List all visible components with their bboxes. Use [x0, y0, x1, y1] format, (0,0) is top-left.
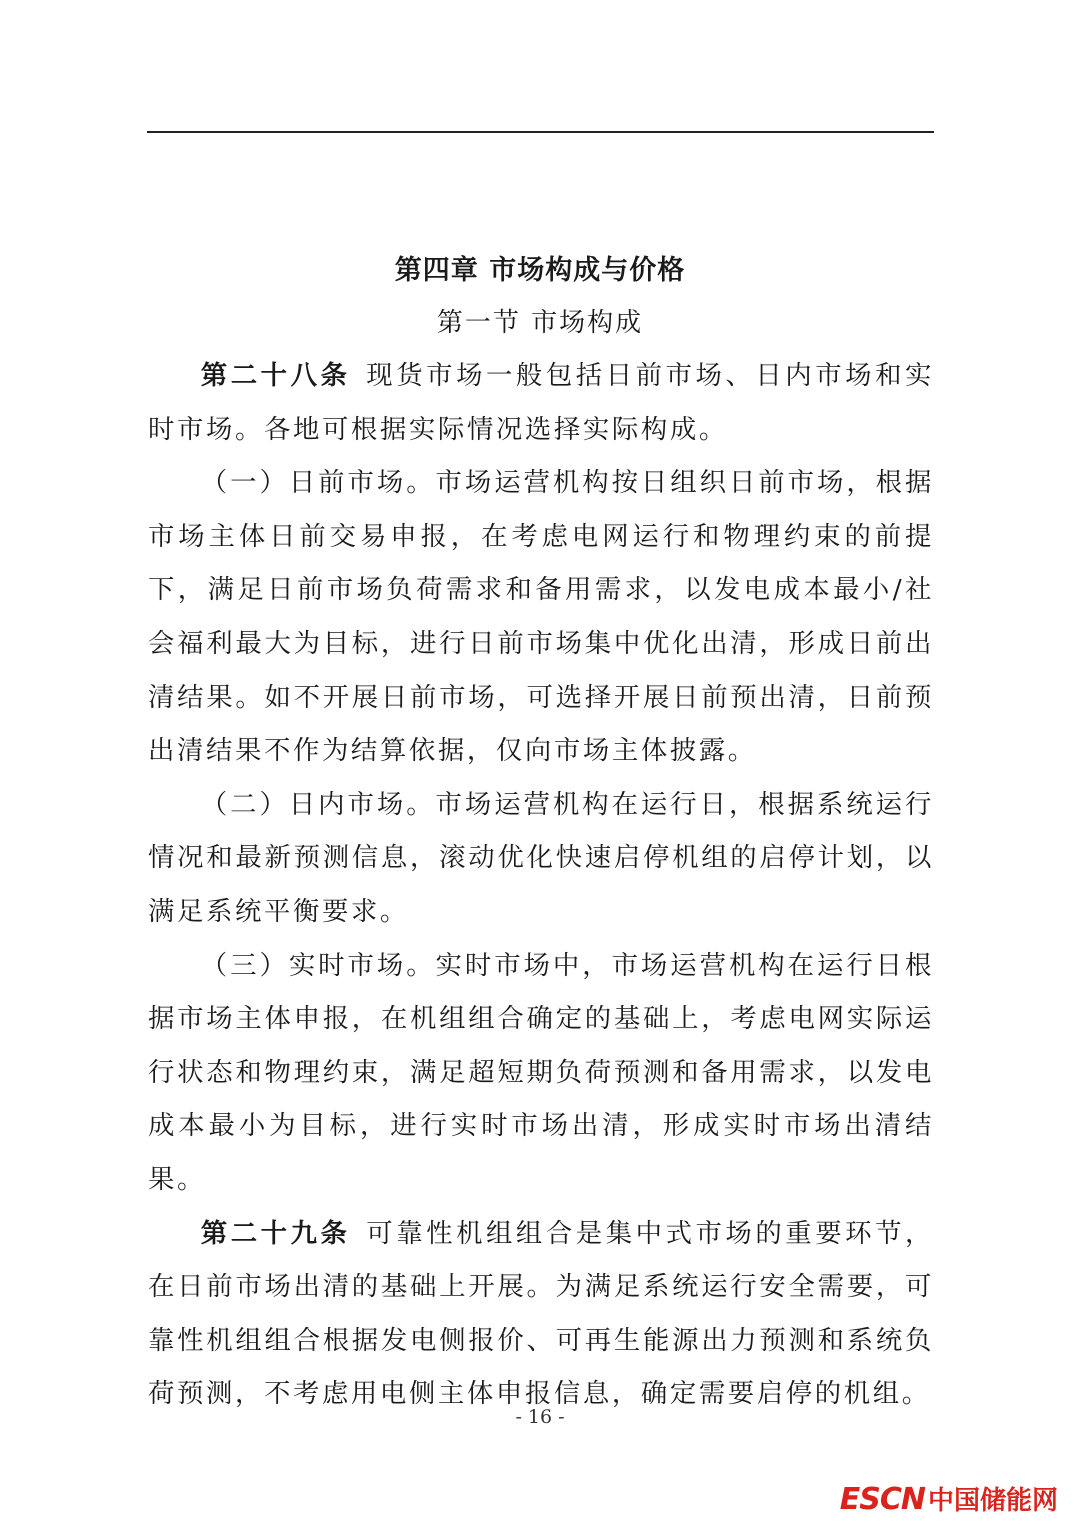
- watermark-logo: [840, 1480, 1058, 1517]
- section-title: 第一节 市场构成: [436, 308, 644, 338]
- article-label: 第二十八条: [200, 360, 351, 391]
- watermark-name: 中国储能网: [927, 1486, 1058, 1516]
- article-label: 第二十九条: [200, 1217, 351, 1249]
- paragraph-text: （三）实时市场。实时市场中，市场运营机构在运行日根据市场主体申报，在机组组合确定的基础上，考虑电网实际运行状态和物理约束，满足超短期负荷预测和备用需求，以发电成本最小为目标，进行实时市场出清，形成实时市场出清结果。: [148, 949, 934, 1195]
- paragraph-intraday: [148, 778, 934, 939]
- paragraph-article-29: [148, 1207, 934, 1421]
- chapter-title: 第四章 市场构成与价格: [394, 255, 686, 286]
- paragraph-text: 现货市场一般包括日前市场、日内市场和实时市场。各地可根据实际情况选择实际构成。: [148, 360, 935, 445]
- page-number: - 16 -: [515, 1406, 565, 1428]
- paragraph-article-28: [148, 349, 934, 456]
- document-body: [148, 349, 934, 1421]
- paragraph-real-time: [148, 939, 934, 1207]
- paragraph-text: 可靠性机组组合是集中式市场的重要环节，在日前市场出清的基础上开展。为满足系统运行安全需要，可靠性机组组合根据发电侧报价、可再生能源出力预测和系统负荷预测，不考虑用电侧主体申报信息，确定需要启停的机组。: [148, 1217, 935, 1410]
- watermark-brand: ESCN: [839, 1482, 925, 1517]
- paragraph-text: （一）日前市场。市场运营机构按日组织日前市场，根据市场主体日前交易申报，在考虑电网运行和物理约束的前提下，满足日前市场负荷需求和备用需求，以发电成本最小/社会福利最大为目标，进行日前市场集中优化出清，形成日前出清结果。如不开展日前市场，可选择开展日前预出清，日前预出清结果不作为结算依据，仅向市场主体披露。: [148, 467, 934, 767]
- paragraph-day-ahead: [148, 456, 934, 778]
- header-rule: [147, 131, 934, 133]
- paragraph-text: （二）日内市场。市场运营机构在运行日，根据系统运行情况和最新预测信息，滚动优化快速启停机组的启停计划，以满足系统平衡要求。: [148, 788, 934, 927]
